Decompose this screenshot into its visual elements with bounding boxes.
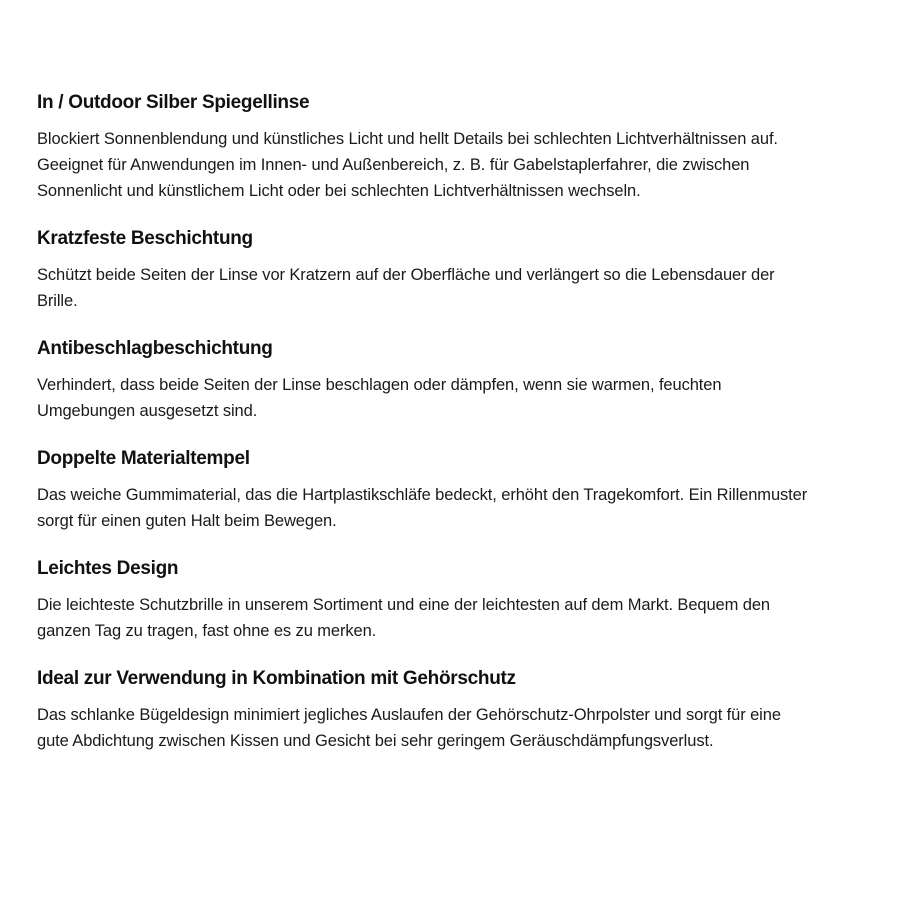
feature-title: Antibeschlagbeschichtung <box>37 338 273 359</box>
feature-section-scratch-resistant <box>37 226 897 314</box>
description-line: gute Abdichtung zwischen Kissen und Gesicht bei sehr geringem Geräuschdämpfungsverlust. <box>37 732 714 750</box>
description-line: ganzen Tag zu tragen, fast ohne es zu merken. <box>37 622 377 640</box>
feature-section-hearing-protection <box>37 666 897 754</box>
feature-section-lightweight-design <box>37 556 897 644</box>
feature-section-mirror-lens <box>37 90 897 204</box>
feature-description <box>37 482 897 534</box>
description-line: Das schlanke Bügeldesign minimiert jegliches Auslaufen der Gehörschutz-Ohrpolster und sorgt für eine <box>37 706 781 724</box>
description-line: Blockiert Sonnenblendung und künstliches Licht und hellt Details bei schlechten Lichtverhältnissen auf. <box>37 130 778 148</box>
description-line: Umgebungen ausgesetzt sind. <box>37 402 258 420</box>
description-line: Schützt beide Seiten der Linse vor Kratzern auf der Oberfläche und verlängert so die Lebensdauer der <box>37 266 775 284</box>
description-line: Verhindert, dass beide Seiten der Linse beschlagen oder dämpfen, wenn sie warmen, feuchten <box>37 376 722 394</box>
description-line: Brille. <box>37 292 78 310</box>
feature-description <box>37 372 897 424</box>
feature-title: Kratzfeste Beschichtung <box>37 228 253 249</box>
feature-description <box>37 702 897 754</box>
feature-section-anti-fog <box>37 336 897 424</box>
feature-list <box>37 90 897 776</box>
description-line: Die leichteste Schutzbrille in unserem Sortiment und eine der leichtesten auf dem Markt. Bequem den <box>37 596 770 614</box>
feature-description <box>37 262 897 314</box>
description-line: Sonnenlicht und künstlichem Licht oder bei schlechten Lichtverhältnissen wechseln. <box>37 182 641 200</box>
feature-title: Leichtes Design <box>37 558 179 579</box>
feature-title: Doppelte Materialtempel <box>37 448 250 469</box>
feature-title: In / Outdoor Silber Spiegellinse <box>37 92 310 113</box>
description-line: sorgt für einen guten Halt beim Bewegen. <box>37 512 337 530</box>
feature-section-dual-material-temples <box>37 446 897 534</box>
feature-title: Ideal zur Verwendung in Kombination mit Gehörschutz <box>37 668 516 689</box>
description-line: Das weiche Gummimaterial, das die Hartplastikschläfe bedeckt, erhöht den Tragekomfort. Ein Rillenmuster <box>37 486 808 504</box>
description-line: Geeignet für Anwendungen im Innen- und Außenbereich, z. B. für Gabelstaplerfahrer, die zwischen <box>37 156 750 174</box>
feature-description <box>37 592 897 644</box>
feature-description <box>37 126 897 204</box>
